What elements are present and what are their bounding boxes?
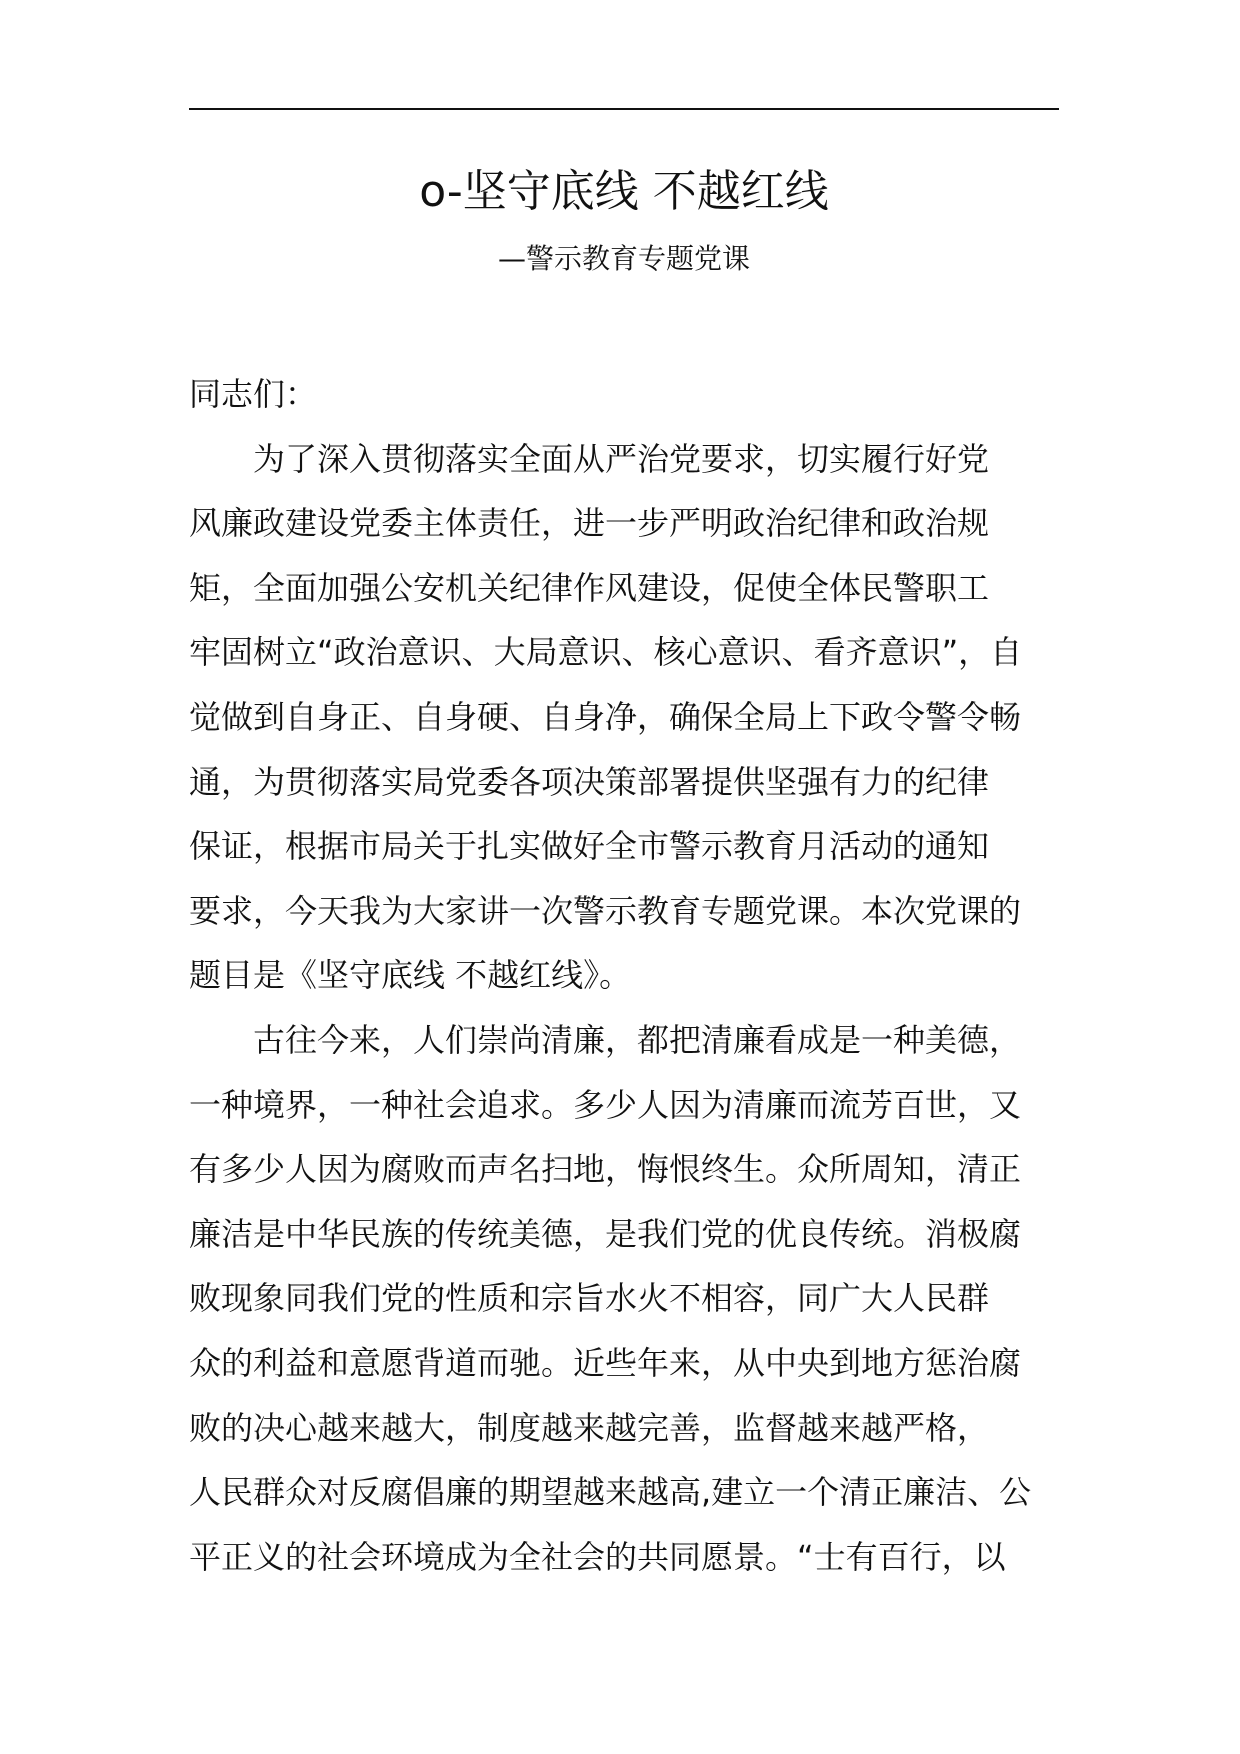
header-rule: [189, 108, 1059, 110]
paragraph-line: 要求，今天我为大家讲一次警示教育专题党课。本次党课的: [189, 891, 1022, 930]
paragraph-line: 牢固树立“政治意识、大局意识、核心意识、看齐意识”，自: [189, 633, 1023, 672]
greeting: 同志们：: [189, 375, 318, 413]
paragraph-line: 风廉政建设党委主体责任，进一步严明政治纪律和政治规: [189, 504, 990, 543]
document-subtitle: —警示教育专题党课: [497, 242, 750, 275]
paragraph-line: 廉洁是中华民族的传统美德，是我们党的优良传统。消极腐: [189, 1214, 1022, 1253]
paragraph-line: 古往今来，人们崇尚清廉，都把清廉看成是一种美德，: [253, 1020, 1022, 1059]
paragraph-line: 矩，全面加强公安机关纪律作风建设，促使全体民警职工: [189, 568, 990, 607]
paragraph-line: 觉做到自身正、自身硬、自身净，确保全局上下政令警令畅: [189, 697, 1022, 736]
document-body: [189, 362, 1059, 1589]
paragraph-line: 败现象同我们党的性质和宗旨水火不相容，同广大人民群: [189, 1279, 990, 1318]
paragraph-line: 平正义的社会环境成为全社会的共同愿景。“士有百行，以: [189, 1537, 1006, 1576]
paragraph-line: 众的利益和意愿背道而驰。近些年来，从中央到地方惩治腐: [189, 1343, 1022, 1382]
paragraph-line: 有多少人因为腐败而声名扫地，悔恨终生。众所周知，清正: [189, 1150, 1022, 1189]
paragraph-line: 人民群众对反腐倡廉的期望越来越高,建立一个清正廉洁、公: [189, 1473, 1032, 1512]
paragraph-line: 败的决心越来越大，制度越来越完善，监督越来越严格，: [189, 1408, 990, 1447]
paragraph-line: 通，为贯彻落实局党委各项决策部署提供坚强有力的纪律: [189, 762, 990, 801]
paragraph-line: 保证，根据市局关于扎实做好全市警示教育月活动的通知: [189, 827, 990, 866]
paragraph-line: 题目是《坚守底线 不越红线》。: [189, 956, 632, 995]
document-title: o-坚守底线 不越红线: [419, 166, 829, 217]
paragraph-line: 为了深入贯彻落实全面从严治党要求，切实履行好党: [253, 439, 990, 478]
paragraph-line: 一种境界，一种社会追求。多少人因为清廉而流芳百世，又: [189, 1085, 1022, 1124]
